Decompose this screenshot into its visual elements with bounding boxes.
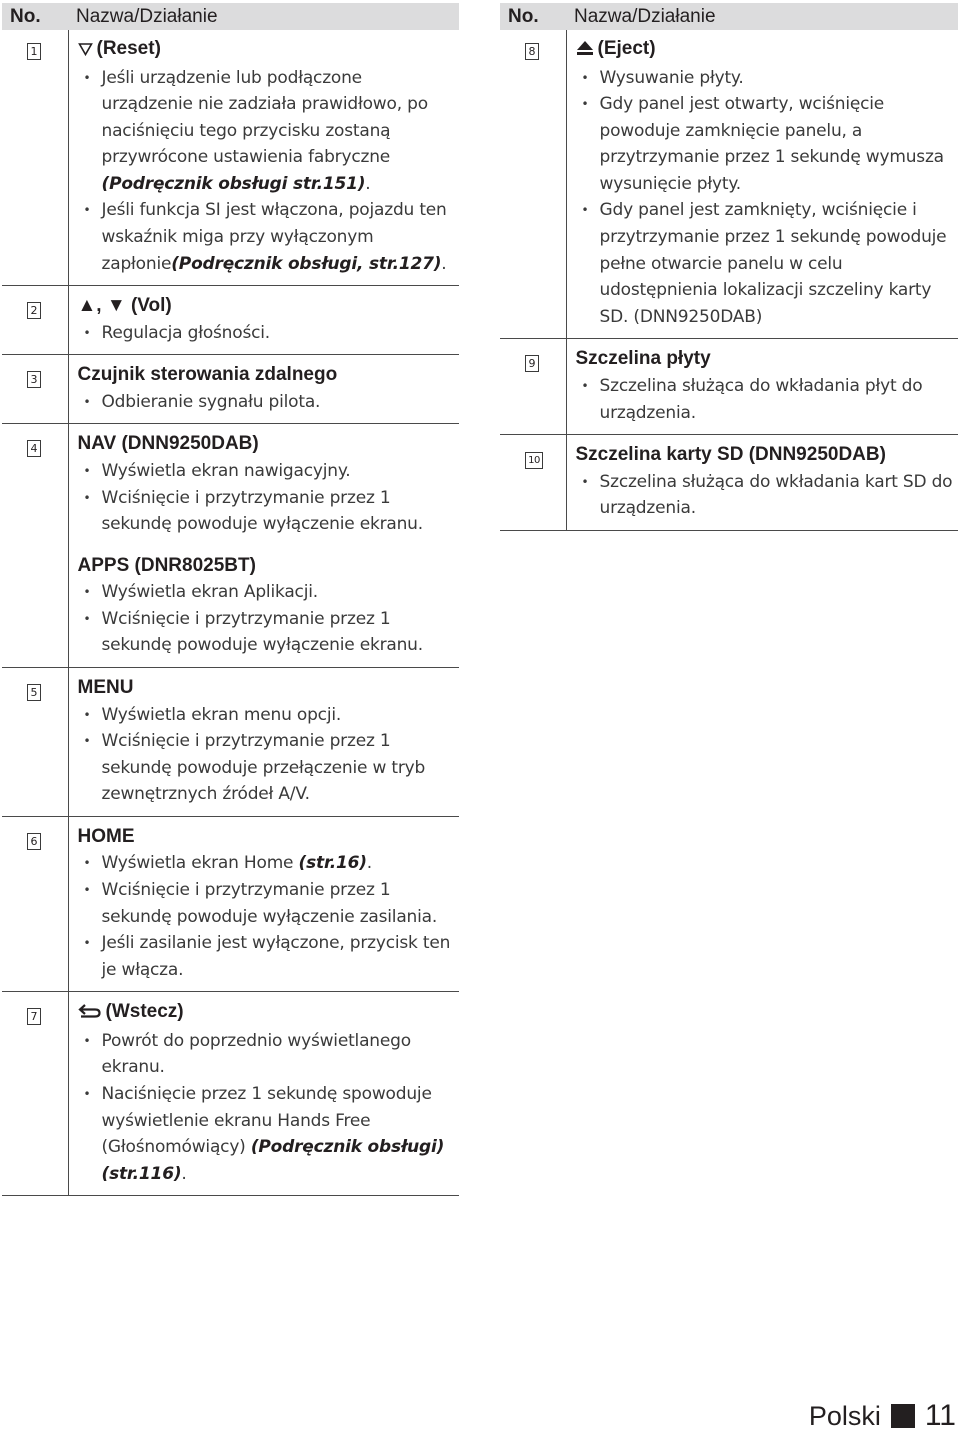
bullet-text: Powrót do poprzednio wyświetlanego ekranu. [101,1030,411,1078]
callout-number-box: 3 [27,371,41,388]
manual-reference: (str.16) [298,853,367,874]
bullet-text: Wciśnięcie i przytrzymanie przez 1 sekundę powoduje wyłączenie ekranu. [101,487,423,535]
row-number-cell [2,355,68,424]
row-description-cell [68,424,459,546]
bullet-text: Regulacja głośności. [101,322,270,343]
bullet-list [78,458,456,538]
list-item [78,850,456,877]
volume-arrows-label: ▲, ▼ [77,295,131,317]
bullet-text-end: . [441,253,447,274]
table-row [2,546,459,668]
bullet-text: Wyświetla ekran menu opcji. [101,704,342,725]
footer-square-icon [891,1404,915,1428]
list-item [78,606,456,659]
list-item [78,579,456,606]
bullet-list [576,65,955,331]
manual-reference: (Podręcznik obsługi, str.127) [171,253,442,274]
bullet-list [78,702,456,808]
list-item [78,702,456,729]
list-item [576,469,955,522]
control-title-text: (Vol) [130,295,172,317]
list-item [78,728,456,808]
bullet-text: Jeśli urządzenie lub podłączone urządzenie nie zadziała prawidłowo, po naciśnięciu tego przycisku zostaną przywrócone ustawienia fabryczne [101,67,428,168]
row-number-cell [2,286,68,355]
callout-number-box: 9 [525,355,539,372]
control-title-text: Czujnik sterowania zdalnego [77,364,338,386]
list-item [78,877,456,930]
control-title [576,36,955,65]
row-number-cell [2,30,68,286]
table-row [500,30,958,339]
bullet-text: Wyświetla ekran Home [101,853,299,874]
list-item [78,1081,456,1187]
controls-table-left [2,3,459,1196]
list-item [576,373,955,426]
bullet-text: Jeśli funkcja SI jest włączona, pojazdu ten wskaźnik miga przy wyłączonym zapłonie [101,200,447,274]
header-name: Nazwa/Działanie [68,3,459,30]
table-header-row [2,3,459,30]
callout-number-box: 5 [27,684,41,701]
list-item [78,930,456,983]
control-title [78,553,456,580]
bullet-text-end: . [181,1163,187,1184]
control-title-text: HOME [77,825,135,847]
manual-reference: (Podręcznik obsługi str.151) [101,173,366,194]
row-description-cell [68,992,459,1196]
control-title [78,675,456,702]
bullet-list [78,389,456,416]
table-row [2,30,459,286]
bullet-list [576,469,955,522]
bullet-list [78,65,456,278]
bullet-list [78,850,456,983]
table-row [2,286,459,355]
list-item [576,91,955,197]
footer-language: Polski [808,1400,881,1431]
bullet-text: Odbieranie sygnału pilota. [101,391,321,412]
callout-number-box: 10 [525,452,543,469]
manual-reference: (Podręcznik obsługi) (str.116) [101,1137,445,1184]
control-title [78,362,456,389]
bullet-text: Naciśnięcie przez 1 sekundę spowoduje wyświetlenie ekranu Hands Free (Głośnomówiący) [101,1084,432,1158]
control-title [78,36,456,65]
row-description-cell [68,286,459,355]
header-no: No. [2,3,68,30]
table-row [2,424,459,546]
page-number: 11 [924,1399,956,1432]
row-description-cell [566,30,958,339]
callout-number-box: 2 [27,302,41,319]
reset-triangle-icon [78,38,93,65]
bullet-text-end: . [365,173,371,194]
list-item [78,389,456,416]
table-row [2,992,459,1196]
table-row [2,355,459,424]
bullet-text: Wyświetla ekran Aplikacji. [101,582,318,603]
list-item [576,197,955,330]
callout-number-box: 6 [27,833,41,850]
callout-number-box: 4 [27,440,41,457]
bullet-list [576,373,955,426]
bullet-text: Wciśnięcie i przytrzymanie przez 1 sekundę powoduje wyłączenie zasilania. [101,879,438,927]
bullet-text: Jeśli zasilanie jest wyłączone, przycisk ten je włącza. [101,933,451,980]
bullet-text: Wyświetla ekran nawigacyjny. [101,460,351,481]
table-row [2,816,459,991]
bullet-text: Gdy panel jest otwarty, wciśnięcie powoduje zamknięcie panelu, a przytrzymanie przez 1 sekundę wymusza wysunięcie płyty. [599,94,944,194]
row-number-cell [500,435,566,531]
page-footer [809,1399,956,1433]
list-item [78,65,456,198]
list-item [78,458,456,485]
controls-table-right [500,3,958,531]
bullet-text: Szczelina służąca do wkładania płyt do urządzenia. [599,375,923,423]
row-description-cell [68,668,459,817]
callout-number-box: 7 [27,1008,41,1025]
row-description-cell [566,435,958,531]
row-description-cell [68,355,459,424]
bullet-text: Wciśnięcie i przytrzymanie przez 1 sekundę powoduje wyłączenie ekranu. [101,608,423,656]
control-title [78,293,456,320]
bullet-list [78,1028,456,1188]
control-title-text: MENU [77,677,134,698]
control-title [78,824,456,851]
table-row [2,668,459,817]
back-arrow-icon [78,1001,102,1028]
row-number-cell [2,424,68,546]
control-title [576,442,955,469]
control-title-text: NAV (DNN9250DAB) [77,433,259,455]
row-description-cell [68,816,459,991]
bullet-text: Gdy panel jest zamknięty, wciśnięcie i przytrzymanie przez 1 sekundę powoduje pełne otwarcie panelu w celu udostępnienia lokalizacji szczeliny karty SD. (DNN9250DAB) [599,200,947,327]
row-number-cell [2,546,68,668]
callout-number-box: 1 [27,43,41,60]
control-title [576,346,955,373]
list-item [78,485,456,538]
list-item [78,320,456,347]
header-no: No. [500,3,566,30]
bullet-text: Wciśnięcie i przytrzymanie przez 1 sekundę powoduje przełączenie w tryb zewnętrznych źródeł A/V. [101,731,426,805]
table-row [500,435,958,531]
row-description-cell [68,546,459,668]
table-header-row [500,3,958,30]
callout-number-box: 8 [525,43,539,60]
control-title-text: APPS (DNR8025BT) [77,554,256,576]
control-title [78,999,456,1028]
right-table-body [500,30,958,530]
row-description-cell [566,339,958,435]
control-title-text: Szczelina karty SD (DNN9250DAB) [575,444,886,466]
control-title-text: (Eject) [597,38,656,59]
control-title-text: (Wstecz) [105,1001,184,1023]
row-number-cell [500,30,566,339]
row-number-cell [2,992,68,1196]
bullet-text: Wysuwanie płyty. [599,67,744,88]
header-name: Nazwa/Działanie [566,3,958,30]
control-title-text: (Reset) [96,38,161,59]
row-number-cell [500,339,566,435]
control-title-text: Szczelina płyty [575,348,711,370]
list-item [78,197,456,277]
bullet-list [78,320,456,347]
left-table-body [2,30,459,1196]
bullet-text-end: . [366,853,373,874]
bullet-list [78,579,456,659]
list-item [78,1028,456,1081]
list-item [576,65,955,92]
row-number-cell [2,816,68,991]
row-number-cell [2,668,68,817]
eject-icon [576,38,594,65]
control-title [78,431,456,458]
row-description-cell [68,30,459,286]
bullet-text: Szczelina służąca do wkładania kart SD do urządzenia. [599,471,953,519]
table-row [500,339,958,435]
